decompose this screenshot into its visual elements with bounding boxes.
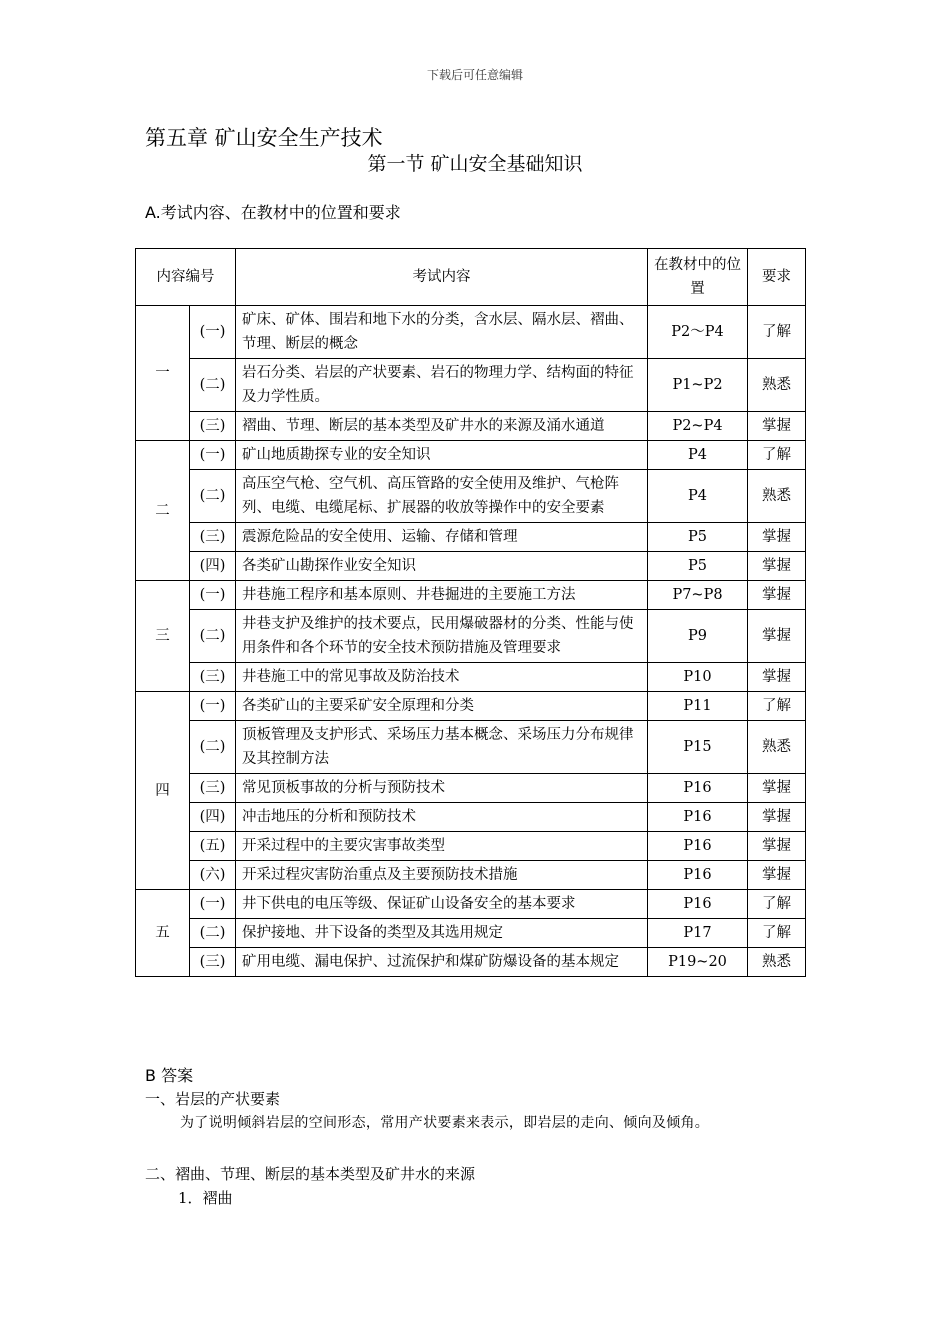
requirement-level: 了解 [748,692,806,721]
textbook-position: P4 [648,441,748,470]
table-row [136,861,806,890]
table-row [136,832,806,861]
exam-content: 矿山地质勘探专业的安全知识 [236,441,648,470]
requirement-level: 掌握 [748,581,806,610]
exam-content: 各类矿山的主要采矿安全原理和分类 [236,692,648,721]
requirement-level: 了解 [748,306,806,359]
exam-content: 顶板管理及支护形式、采场压力基本概念、采场压力分布规律及其控制方法 [236,721,648,774]
textbook-position: P7~P8 [648,581,748,610]
textbook-position: P2~P4 [648,412,748,441]
textbook-position: P9 [648,610,748,663]
requirement-level: 熟悉 [748,470,806,523]
textbook-position: P16 [648,890,748,919]
sub-number: (二) [190,359,236,412]
requirement-level: 掌握 [748,610,806,663]
header-position: 在教材中的位置 [648,249,748,306]
table-row [136,692,806,721]
exam-content: 冲击地压的分析和预防技术 [236,803,648,832]
answer-question-1: 一、岩层的产状要素 [145,1090,281,1108]
chapter-title: 第五章 矿山安全生产技术 [145,126,383,150]
table-row [136,359,806,412]
sub-number: (二) [190,721,236,774]
table-row [136,441,806,470]
requirement-level: 了解 [748,919,806,948]
textbook-position: P10 [648,663,748,692]
exam-content-table [135,248,806,977]
group-number: 三 [136,581,190,692]
exam-content: 井下供电的电压等级、保证矿山设备安全的基本要求 [236,890,648,919]
requirement-level: 了解 [748,890,806,919]
requirement-level: 掌握 [748,803,806,832]
exam-content: 矿床、矿体、围岩和地下水的分类，含水层、隔水层、褶曲、节理、断层的概念 [236,306,648,359]
table-row [136,663,806,692]
table-row [136,948,806,977]
exam-content: 褶曲、节理、断层的基本类型及矿井水的来源及涌水通道 [236,412,648,441]
section-title: 第一节 矿山安全基础知识 [367,153,583,175]
requirement-level: 熟悉 [748,359,806,412]
table-header-row [136,249,806,306]
exam-content: 矿用电缆、漏电保护、过流保护和煤矿防爆设备的基本规定 [236,948,648,977]
textbook-position: P16 [648,803,748,832]
table-row [136,803,806,832]
answer-subheading-1: 1．褶曲 [178,1189,233,1207]
textbook-position: P4 [648,470,748,523]
table-row [136,306,806,359]
exam-content: 常见顶板事故的分析与预防技术 [236,774,648,803]
sub-number: (一) [190,581,236,610]
answer-text-1: 为了说明倾斜岩层的空间形态，常用产状要素来表示，即岩层的走向、倾向及倾角。 [180,1115,710,1131]
sub-number: (一) [190,441,236,470]
sub-number: (二) [190,470,236,523]
sub-number: (三) [190,523,236,552]
requirement-level: 掌握 [748,774,806,803]
sub-number: (三) [190,412,236,441]
table-row [136,610,806,663]
table-row [136,552,806,581]
exam-content: 开采过程中的主要灾害事故类型 [236,832,648,861]
sub-number: (一) [190,890,236,919]
table-row [136,721,806,774]
exam-content: 高压空气枪、空气机、高压管路的安全使用及维护、气枪阵列、电缆、电缆尾标、扩展器的收放等操作中的安全要素 [236,470,648,523]
sub-number: (四) [190,803,236,832]
requirement-level: 掌握 [748,552,806,581]
group-number: 四 [136,692,190,890]
sub-number: (一) [190,692,236,721]
table-body [136,306,806,977]
header-requirement: 要求 [748,249,806,306]
exam-content: 井巷施工程序和基本原则、井巷掘进的主要施工方法 [236,581,648,610]
exam-content: 震源危险品的安全使用、运输、存储和管理 [236,523,648,552]
textbook-position: P15 [648,721,748,774]
requirement-level: 熟悉 [748,948,806,977]
requirement-level: 了解 [748,441,806,470]
sub-number: (四) [190,552,236,581]
textbook-position: P16 [648,774,748,803]
table-row [136,581,806,610]
table-row [136,774,806,803]
answer-question-2: 二、褶曲、节理、断层的基本类型及矿井水的来源 [145,1165,476,1183]
table-row [136,523,806,552]
table-row [136,919,806,948]
sub-number: (二) [190,919,236,948]
exam-content: 各类矿山勘探作业安全知识 [236,552,648,581]
table-row [136,412,806,441]
requirement-level: 掌握 [748,861,806,890]
table-row [136,470,806,523]
group-number: 五 [136,890,190,977]
sub-number: (二) [190,610,236,663]
header-note: 下载后可任意编辑 [426,68,523,82]
requirement-level: 掌握 [748,832,806,861]
sub-number: (一) [190,306,236,359]
header-number: 内容编号 [136,249,236,306]
exam-content: 井巷施工中的常见事故及防治技术 [236,663,648,692]
textbook-position: P1~P2 [648,359,748,412]
requirement-level: 掌握 [748,523,806,552]
requirement-level: 掌握 [748,412,806,441]
sub-number: (三) [190,774,236,803]
exam-content: 井巷支护及维护的技术要点，民用爆破器材的分类、性能与使用条件和各个环节的安全技术预防措施及管理要求 [236,610,648,663]
textbook-position: P11 [648,692,748,721]
sub-number: (三) [190,948,236,977]
exam-content: 保护接地、井下设备的类型及其选用规定 [236,919,648,948]
exam-content: 岩石分类、岩层的产状要素、岩石的物理力学、结构面的特征及力学性质。 [236,359,648,412]
section-b-heading: B 答案 [145,1066,194,1085]
textbook-position: P16 [648,832,748,861]
textbook-position: P17 [648,919,748,948]
exam-content: 开采过程灾害防治重点及主要预防技术措施 [236,861,648,890]
sub-number: (三) [190,663,236,692]
requirement-level: 掌握 [748,663,806,692]
table-row [136,890,806,919]
textbook-position: P5 [648,523,748,552]
sub-number: (五) [190,832,236,861]
textbook-position: P2～P4 [648,306,748,359]
group-number: 一 [136,306,190,441]
group-number: 二 [136,441,190,581]
textbook-position: P5 [648,552,748,581]
requirement-level: 熟悉 [748,721,806,774]
header-content: 考试内容 [236,249,648,306]
textbook-position: P19~20 [648,948,748,977]
textbook-position: P16 [648,861,748,890]
section-a-heading: A.考试内容、在教材中的位置和要求 [145,203,401,222]
sub-number: (六) [190,861,236,890]
